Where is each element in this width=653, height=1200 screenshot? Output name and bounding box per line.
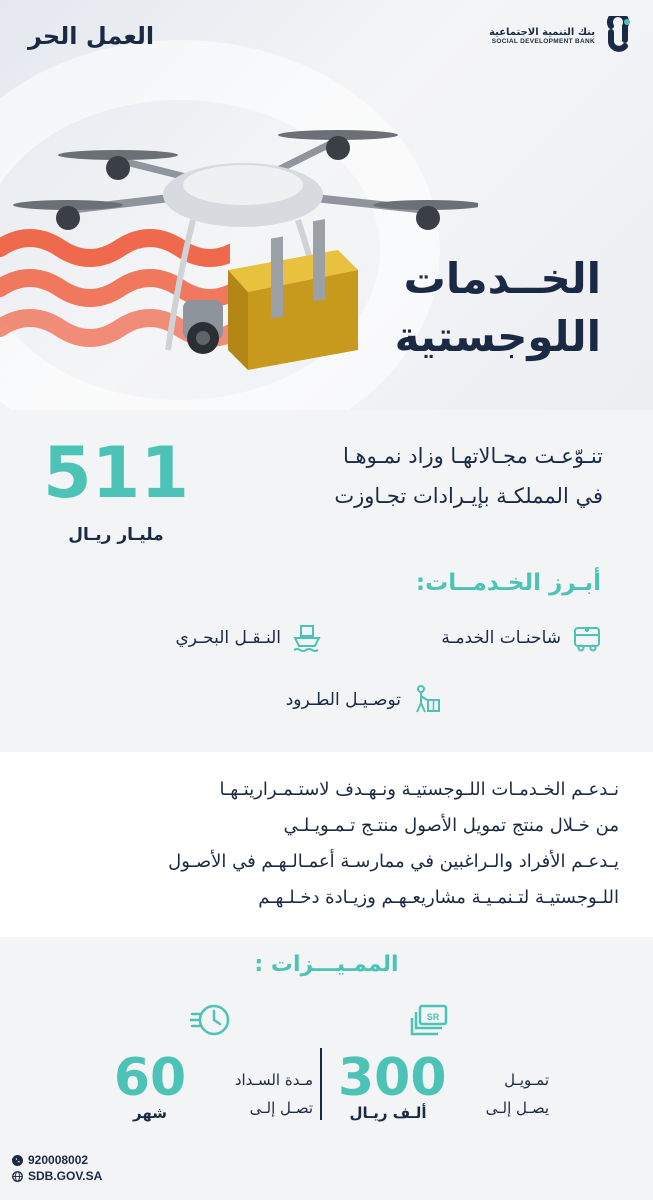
freelance-brand-logo: العمل الحر xyxy=(28,22,155,50)
service-item-maritime xyxy=(175,622,323,654)
intro-line-1: تنـوّعـت مجـالاتهـا وزاد نمـوهـا xyxy=(343,444,603,468)
contact-website-row[interactable] xyxy=(12,1168,102,1184)
service-label: توصـيـل الطـرود xyxy=(285,690,401,710)
website-link[interactable]: SDB.GOV.SA xyxy=(28,1169,103,1183)
features-divider xyxy=(320,1048,322,1120)
features-heading: الممـيـــزات : xyxy=(254,952,399,977)
repayment-unit: شهر xyxy=(133,1104,167,1122)
globe-icon xyxy=(12,1171,23,1182)
support-line-1: نـدعـم الخـدمـات اللـوجستيـة ونـهـدف لاستـمـراريتـهـا xyxy=(219,779,619,800)
sdb-brand xyxy=(489,16,633,56)
financing-label-line-1: تمـويـل xyxy=(504,1071,549,1089)
sdb-name-en: SOCIAL DEVELOPMENT BANK xyxy=(491,38,595,45)
sdb-logo-icon xyxy=(603,16,633,56)
svg-text:SR: SR xyxy=(426,1012,440,1022)
hero-banner xyxy=(0,0,653,410)
intro-text xyxy=(183,436,603,516)
support-text xyxy=(29,772,619,916)
financing-label xyxy=(449,1066,549,1122)
intro-line-2: في المملكـة بإيـرادات تجـاوزت xyxy=(334,484,603,508)
service-item-trucks xyxy=(441,622,603,654)
contact-phone-row[interactable] xyxy=(12,1152,102,1168)
sdb-name-ar: بنك التنمية الاجتماعية xyxy=(489,27,595,38)
repayment-label xyxy=(213,1066,313,1122)
financing-value: 300 xyxy=(338,1048,447,1108)
service-truck-icon xyxy=(571,622,603,654)
page-title xyxy=(321,250,601,366)
support-line-2: من خـلال منتج تمويل الأصول منتـج تـمـويـلـي xyxy=(283,815,619,836)
service-item-parcels xyxy=(286,684,443,716)
fast-clock-icon xyxy=(190,1000,232,1040)
support-line-4: اللـوجستيـة لتـنمـيـة مشاريعـهـم وزيـادة دخـلـهـم xyxy=(258,887,619,908)
repayment-label-line-2: تصـل إلـى xyxy=(249,1099,313,1117)
service-label: النـقـل البحـري xyxy=(175,628,281,648)
contact-info xyxy=(12,1152,102,1184)
repayment-label-line-1: مـدة السـداد xyxy=(234,1071,313,1089)
parcel-delivery-icon xyxy=(411,684,443,716)
financing-label-line-2: يصـل إلـى xyxy=(485,1099,549,1117)
title-line-1: الخــدمات xyxy=(403,254,601,303)
phone-icon xyxy=(12,1155,23,1166)
revenue-amount: 511 xyxy=(42,432,190,514)
services-heading: أبـرز الخـدمــات: xyxy=(415,570,601,596)
service-label: شاحنـات الخدمـة xyxy=(441,628,561,648)
financing-unit: ألـف ريـال xyxy=(349,1104,427,1122)
title-line-2: اللوجستية xyxy=(394,312,601,361)
revenue-unit: مليـار ريـال xyxy=(68,525,164,545)
banknote-icon xyxy=(410,1000,452,1040)
support-line-3: يـدعـم الأفراد والـراغبين في ممارسـة أعمـالـهـم في الأصـول xyxy=(168,851,619,872)
cargo-ship-icon xyxy=(291,622,323,654)
phone-number[interactable]: 920008002 xyxy=(28,1153,89,1167)
repayment-value: 60 xyxy=(113,1048,187,1108)
